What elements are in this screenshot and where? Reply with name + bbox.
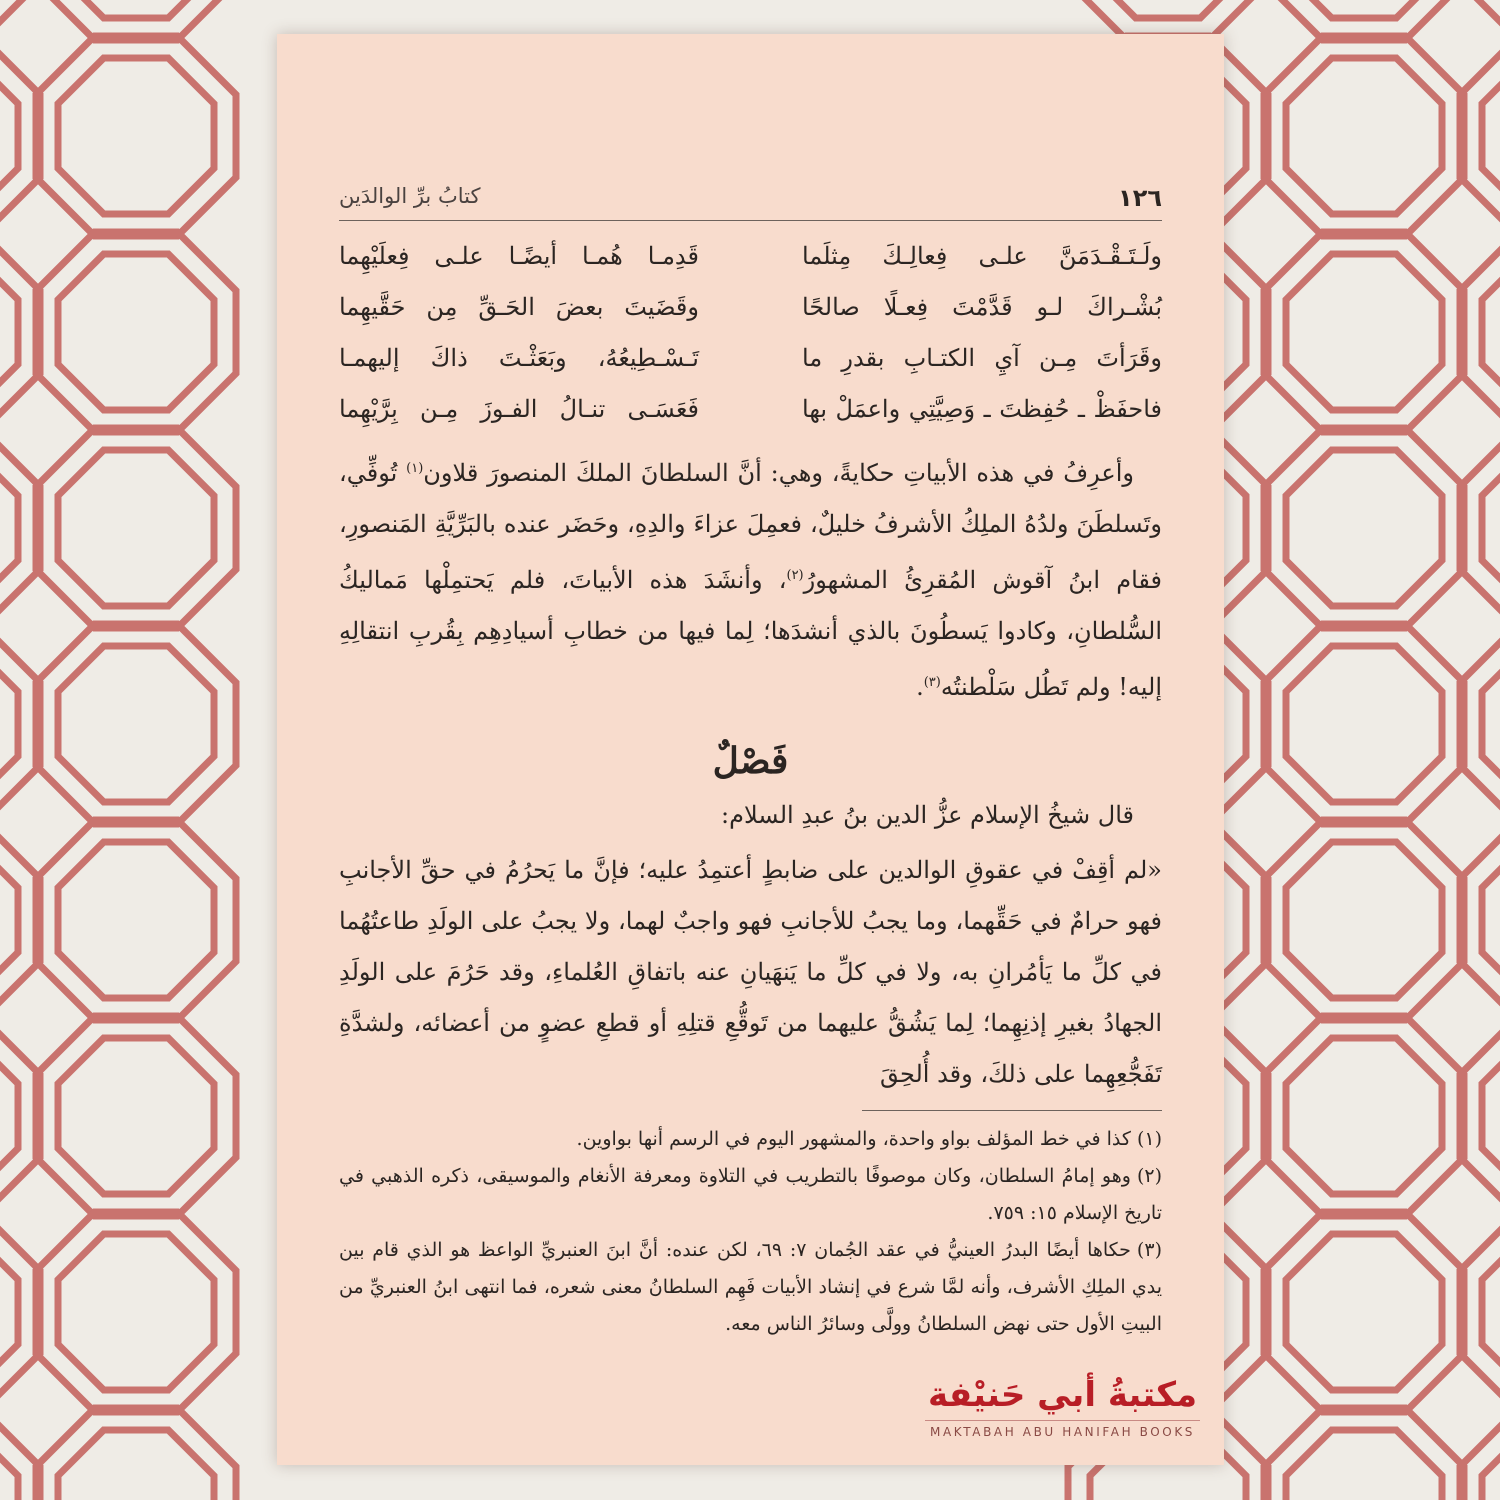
pattern-octagon: [58, 1234, 214, 1390]
pattern-octagon: [1286, 646, 1442, 802]
story-paragraph: [339, 443, 1162, 713]
pattern-octagon: [1264, 1212, 1464, 1412]
pattern-octagon: [1286, 1038, 1442, 1194]
verse-second-hemistich: قَدِمـا هُمـا أيضًـا علـى فِعلَيْهِما: [339, 242, 699, 270]
verse-line: [339, 384, 1162, 435]
pattern-octagon: [36, 232, 236, 432]
pattern-octagon: [0, 1038, 18, 1194]
pattern-octagon: [1286, 0, 1442, 18]
pattern-octagon: [36, 428, 236, 628]
pattern-octagon: [58, 0, 214, 18]
section-heading: فَصْلٌ: [712, 740, 789, 782]
pattern-octagon: [1482, 254, 1500, 410]
footnote-text: وهو إمامُ السلطان، وكان موصوفًا بالتطريب في التلاوة ومعرفة الأنغام والموسيقى، ذكره الذهبي في تاريخ الإسلام ١٥: ٧٥٩.: [339, 1165, 1162, 1224]
quote-paragraph: «لم أقِفْ في عقوقِ الوالدين على ضابطٍ أعتمِدُ عليه؛ فإنَّ ما يَحرُمُ في حقِّ الأجانبِ فهو حرامٌ في حَقِّهما، وما يجبُ للأجانبِ فهو واجبٌ لهما، ولا يجبُ على الولَدِ طاعتُهُما في كلِّ ما يَأمُرانِ به، ولا في كلِّ ما يَنهَيانِ عنه باتفاقِ العُلماءِ، وقد حَرُمَ على الولَدِ الجهادُ بغيرِ إذنِهِما؛ لِما يَشُقُّ عليهما من تَوقُّعِ قتلِهِ أو قطعِ عضوٍ من أعضائه، ولشدَّةِ تَفَجُّعِهِما على ذلكَ، وقد أُلحِقَ: [339, 856, 1162, 1088]
footnote-divider: [862, 1110, 1162, 1111]
running-book-title: كتابُ برِّ الوالدَين: [339, 184, 481, 208]
pattern-octagon: [1264, 36, 1464, 236]
pattern-octagon: [58, 450, 214, 606]
page-number: ١٢٦: [1118, 184, 1162, 212]
verse-line: [339, 282, 1162, 333]
pattern-octagon: [36, 36, 236, 236]
pattern-octagon: [36, 820, 236, 1020]
pattern-octagon: [1264, 624, 1464, 824]
footnote: [339, 1158, 1162, 1232]
footnote-ref-1: (١): [406, 461, 424, 476]
pattern-octagon: [1264, 1408, 1464, 1500]
paragraph-text: ، وأنشَدَ هذه الأبياتَ، فلم يَحتمِلْها مَماليكُ السُّلطانِ، وكادوا يَسطُونَ بالذي أنشدَها؛ لِما فيها من خطابِ أسيادِهِم بِقُربِ انتقالِهِ إليه! ولم تَطُل سَلْطنتُه: [339, 566, 1162, 701]
pattern-octagon: [1482, 450, 1500, 606]
verse-line: [339, 231, 1162, 282]
pattern-octagon: [1264, 428, 1464, 628]
paragraph-text: وأعرِفُ في هذه الأبياتِ حكايةً، وهي: أنَّ السلطانَ الملكَ المنصورَ قلاون: [423, 459, 1134, 487]
pattern-octagon: [0, 0, 40, 40]
pattern-octagon: [0, 842, 18, 998]
pattern-octagon: [1090, 0, 1246, 18]
pattern-octagon: [58, 842, 214, 998]
pattern-octagon: [1264, 1016, 1464, 1216]
verse-first-hemistich: بُشْـراكَ لـو قَدَّمْتَ فِعـلًا صالحًا: [802, 293, 1162, 321]
verse-second-hemistich: فَعَسَـى تنـالُ الفـوزَ مِـن بِرَّيْهِما: [339, 395, 699, 423]
pattern-octagon: [58, 58, 214, 214]
verse-first-hemistich: ولَـتَـقْـدَمَنَّ علـى فِعالِـكَ مِثلَما: [802, 242, 1162, 270]
page-header: [339, 184, 1162, 221]
pattern-octagon: [0, 254, 18, 410]
pattern-octagon: [1482, 646, 1500, 802]
pattern-octagon: [36, 1212, 236, 1412]
footnote-ref-2: (٢): [786, 568, 804, 583]
page-content: [339, 184, 1162, 1343]
footnote-ref-3: (٣): [923, 675, 941, 690]
pattern-octagon: [36, 1016, 236, 1216]
footnote: [339, 1232, 1162, 1343]
pattern-octagon: [1264, 232, 1464, 432]
pattern-octagon: [0, 58, 18, 214]
pattern-octagon: [1286, 842, 1442, 998]
footnote: [339, 1121, 1162, 1158]
logo-english-name: MAKTABAH ABU HANIFAH BOOKS: [925, 1420, 1200, 1441]
pattern-octagon: [0, 646, 18, 802]
pattern-octagon: [58, 254, 214, 410]
pattern-octagon: [58, 1430, 214, 1500]
publisher-logo: [915, 1372, 1210, 1441]
verse-second-hemistich: تَـسْـطِيعُهُ، وبَعَثْـتَ ذاكَ إليهمـا: [339, 344, 699, 372]
footnote-number: (٢): [1136, 1165, 1162, 1187]
verse-line: [339, 333, 1162, 384]
pattern-octagon: [1482, 58, 1500, 214]
verse-first-hemistich: فاحفَظْ ـ حُفِظتَ ـ وَصِيَّتِي واعمَلْ بها: [802, 395, 1162, 423]
quote-attribution: قال شيخُ الإسلام عزُّ الدين بنُ عبدِ السلام:: [721, 801, 1134, 829]
pattern-octagon: [0, 450, 18, 606]
logo-arabic-name: مكتبةُ أبي حَنيْفة: [927, 1375, 1198, 1415]
book-page: [277, 34, 1224, 1465]
pattern-octagon: [1482, 1234, 1500, 1390]
pattern-octagon: [1286, 450, 1442, 606]
pattern-octagon: [58, 646, 214, 802]
pattern-octagon: [1264, 820, 1464, 1020]
pattern-octagon: [36, 624, 236, 824]
pattern-octagon: [1286, 254, 1442, 410]
poem: [339, 231, 1162, 435]
pattern-octagon: [0, 1234, 18, 1390]
paragraph-text: تُوفِّي، وتَسلطَنَ ولدُهُ الملِكُ الأشرفُ خليلٌ، فعمِلَ عزاءَ والدِهِ، وحَضَر عنده بالبَرِّيَّةِ المَنصورِ، فقام ابنُ آقوش المُقرِئُ المشهورُ: [339, 459, 1163, 594]
pattern-octagon: [1482, 1038, 1500, 1194]
footnote-number: (٣): [1136, 1239, 1162, 1261]
footnote-number: (١): [1136, 1128, 1162, 1150]
pattern-octagon: [36, 1408, 236, 1500]
pattern-octagon: [1286, 1430, 1442, 1500]
pattern-octagon: [1460, 0, 1500, 40]
footnote-text: كذا في خط المؤلف بواو واحدة، والمشهور اليوم في الرسم أنها بواوين.: [576, 1128, 1131, 1150]
footnote-text: حكاها أيضًا البدرُ العينيُّ في عقد الجُمان ٧: ٦٩، لكن عنده: أنَّ ابنَ العنبريِّ الواعظ هو الذي قام بين يدي الملِكِ الأشرف، وأنه لمَّا شرع في إنشاد الأبيات فَهِم السلطانُ معنى شعره، فما انتهى ابنُ العنبريِّ من البيتِ الأول حتى نهض السلطانُ وولَّى وسائرُ الناس معه.: [339, 1239, 1162, 1335]
pattern-octagon: [58, 1038, 214, 1194]
pattern-octagon: [1482, 842, 1500, 998]
verse-second-hemistich: وقَضَيتَ بعضَ الحَـقِّ مِن حَقَّيهِما: [339, 293, 699, 321]
pattern-octagon: [1286, 1234, 1442, 1390]
verse-first-hemistich: وقَرَأتَ مِـن آيِ الكتـابِ بقدرِ ما: [802, 344, 1162, 372]
paragraph-end: .: [916, 673, 924, 701]
pattern-octagon: [1286, 58, 1442, 214]
